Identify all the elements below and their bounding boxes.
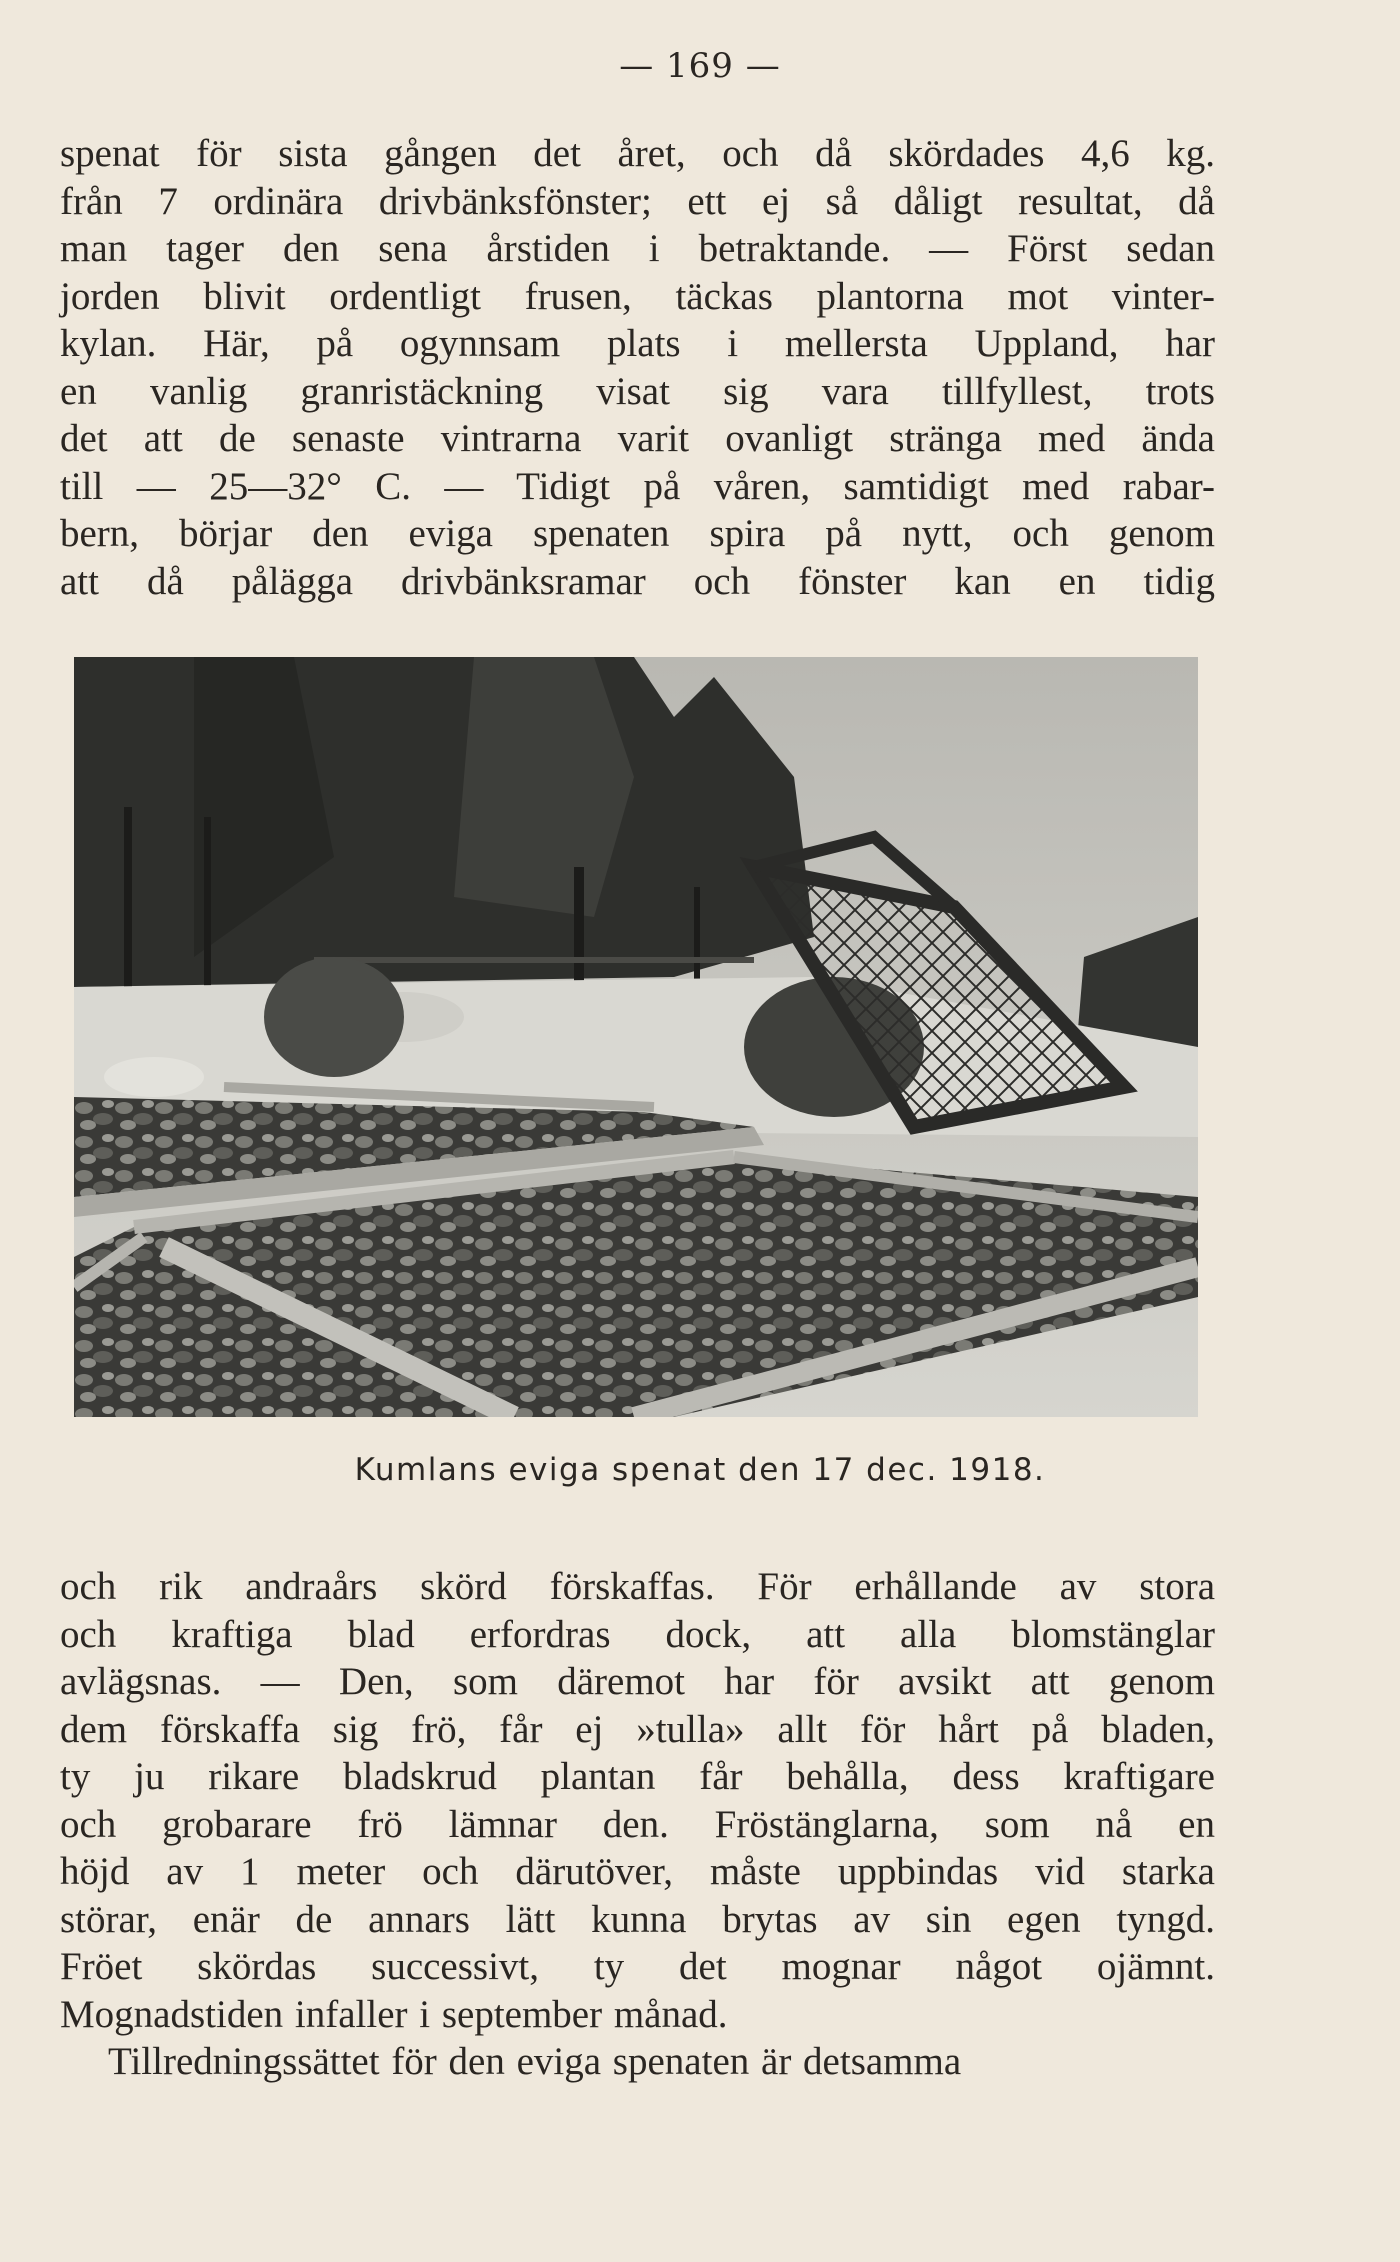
spinach-bed-photo [74, 657, 1198, 1417]
text-line: Fröet skördas successivt, ty det mognar något ojämnt. [60, 1945, 1215, 1988]
text-line: det att de senaste vintrarna varit ovanligt stränga med ända [60, 417, 1215, 460]
text-line: ty ju rikare bladskrud plantan får behålla, dess kraftigare [60, 1755, 1215, 1798]
text-line: och kraftiga blad erfordras dock, att alla blomstänglar [60, 1612, 1215, 1656]
top-paragraph [60, 130, 1215, 605]
bottom-paragraph [60, 1563, 1215, 2086]
text-line: man tager den sena årstiden i betraktande. — Först sedan [60, 227, 1215, 270]
text-line: störar, enär de annars lätt kunna brytas av sin egen tyngd. [60, 1897, 1215, 1941]
text-line: en vanlig granristäckning visat sig vara tillfyllest, trots [60, 369, 1215, 413]
text-line: och rik andraårs skörd förskaffas. För erhållande av stora [60, 1565, 1215, 1608]
page-number: — 169 — [619, 46, 781, 86]
text-line: bern, börjar den eviga spenaten spira på nytt, och genom [60, 512, 1215, 555]
text-line: kylan. Här, på ogynnsam plats i mellersta Uppland, har [60, 322, 1215, 365]
text-line: till — 25—32° C. — Tidigt på våren, samtidigt med rabar- [60, 464, 1215, 508]
figure-caption: Kumlans eviga spenat den 17 dec. 1918. [354, 1452, 1046, 1488]
text-line: jorden blivit ordentligt frusen, täckas plantorna mot vinter- [60, 274, 1215, 318]
text-line: från 7 ordinära drivbänksfönster; ett ej så dåligt resultat, då [60, 179, 1215, 223]
text-line: och grobarare frö lämnar den. Fröstänglarna, som nå en [60, 1802, 1215, 1846]
text-line: dem förskaffa sig frö, får ej »tulla» allt för hårt på bladen, [60, 1707, 1215, 1751]
text-line: avlägsnas. — Den, som däremot har för avsikt att genom [60, 1660, 1215, 1703]
text-line: att då pålägga drivbänksramar och fönster kan en tidig [60, 559, 1215, 603]
text-line: Tillredningssättet för den eviga spenaten är detsamma [108, 2040, 962, 2083]
text-line: Mognadstiden infaller i september månad. [60, 1992, 728, 2036]
text-line: höjd av 1 meter och därutöver, måste uppbindas vid starka [60, 1850, 1215, 1893]
text-line: spenat för sista gången det året, och då skördades 4,6 kg. [60, 132, 1215, 175]
